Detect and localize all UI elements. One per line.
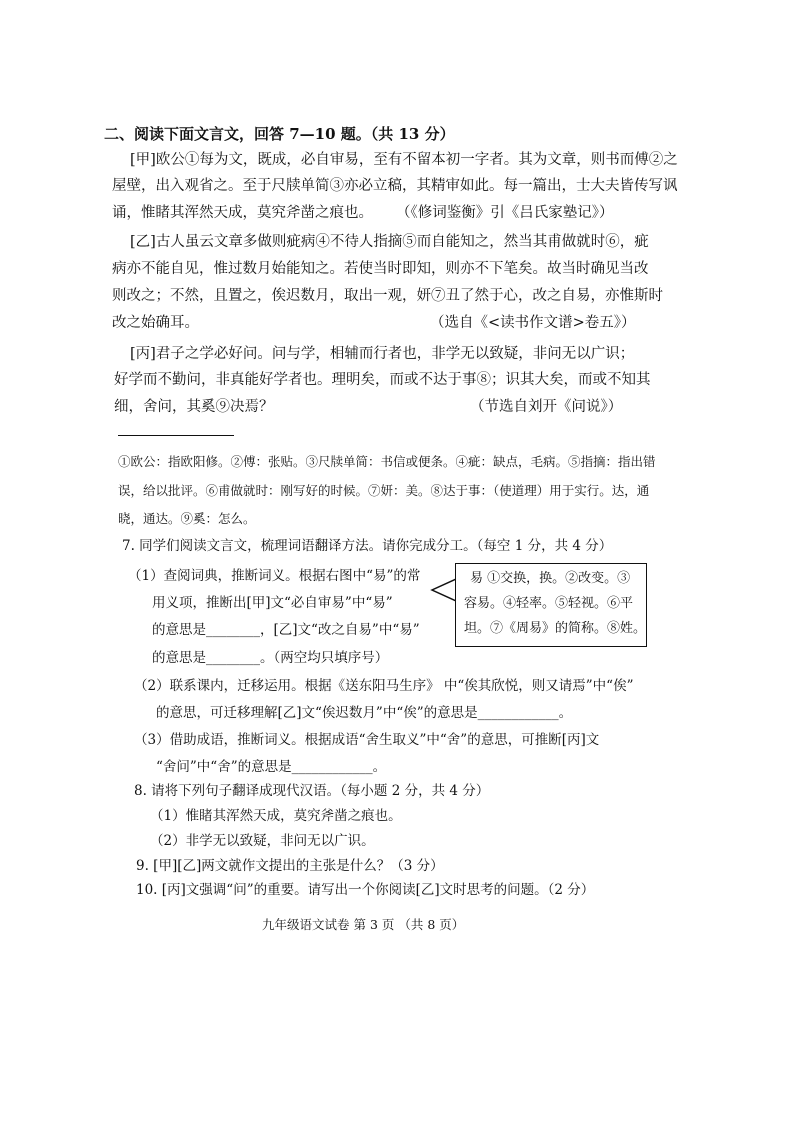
passage-jia-line: [甲]欧公①每为文，既成，必自审易，至有不留本初一字者。其为文章，则书而傅②之 bbox=[130, 152, 678, 168]
yi-dictionary-box bbox=[455, 563, 647, 647]
footnote-line: 误，给以批评。⑥甫做就时：刚写好的时候。⑦妍：美。⑧达于事：（使道理）用于实行。达，通 bbox=[118, 483, 650, 498]
passage-bing-source: （节选自刘开《问说》） bbox=[470, 399, 623, 415]
yi-box-line: 坦。⑦《周易》的简称。⑧姓。 bbox=[464, 621, 647, 636]
section-heading: 二、阅读下面文言文，回答 7—10 题。（共 13 分） bbox=[104, 125, 455, 143]
passage-bing-line: 好学而不勤问，非真能好学者也。理明矣，而或不达于事⑧；识其大矣，而或不知其 bbox=[114, 372, 651, 388]
passage-jia-source: （《修词鉴衡》引《吕氏家塾记》） bbox=[396, 205, 614, 221]
q7-part2-line: 的意思，可迁移理解[乙]文“俟迟数月”中“俟”的意思是____________。 bbox=[156, 705, 573, 721]
page-footer: 九年级语文试卷 第 3 页 （共 8 页） bbox=[262, 917, 465, 932]
q7-part1-line: 用义项，推断出[甲]文“必自审易”中“易” bbox=[152, 595, 393, 611]
passage-jia-line: 屋壁，出入观省之。至于尺牍单简③亦必立稿，其精审如此。每一篇出，士大夫皆传写讽 bbox=[112, 178, 678, 194]
q7-part3-line: （3）借助成语，推断词义。根据成语“舍生取义”中“舍”的意思，可推断[丙]文 bbox=[134, 732, 600, 748]
passage-yi-line: 病亦不能自见，惟过数月始能知之。若使当时即知，则亦不下笔矣。故当时确见当改 bbox=[112, 261, 649, 277]
q8-item: （2）非学无以致疑，非问无以广识。 bbox=[150, 833, 375, 849]
yi-box-line: 容易。④轻率。⑤轻视。⑥平 bbox=[464, 596, 634, 611]
q7-stem: 7. 同学们阅读文言文，梳理词语翻译方法。请你完成分工。（每空 1 分，共 4 分） bbox=[122, 538, 613, 554]
yi-box-line: 易 ①交换，换。②改变。③ bbox=[470, 571, 631, 586]
question-9: 9. [甲][乙]两文就作文提出的主张是什么？（3 分） bbox=[136, 858, 444, 874]
q7-part2-line: （2）联系课内，迁移运用。根据《送东阳马生序》 中“俟其欣悦，则又请焉”中“俟” bbox=[134, 678, 634, 694]
q7-part1-line: 的意思是________，[乙]文“改之自易”中“易” bbox=[152, 622, 420, 638]
passage-yi-line: [乙]古人虽云文章多做则疵病④不待人指摘⑤而自能知之，然当其甫做就时⑥，疵 bbox=[130, 234, 649, 250]
passage-yi-source: （选自《<读书作文谱>卷五》） bbox=[430, 315, 636, 331]
q7-part3-line: “舍问”中“舍”的意思是____________。 bbox=[156, 759, 387, 775]
q7-part1-line: （1）查阅词典，推断词义。根据右图中“易”的常 bbox=[128, 568, 421, 584]
q8-item: （1）惟睹其浑然天成，莫究斧凿之痕也。 bbox=[150, 808, 402, 824]
passage-yi-line: 则改之；不然，且置之，俟迟数月，取出一观，妍⑦丑了然于心，改之自易，亦惟斯时 bbox=[112, 288, 663, 304]
footnote-line: ①欧公：指欧阳修。②傅：张贴。③尺牍单简：书信或便条。④疵：缺点，毛病。⑤指摘：指出错 bbox=[118, 454, 656, 469]
passage-yi-line: 改之始确耳。 bbox=[112, 315, 199, 331]
passage-jia-line: 诵，惟睹其浑然天成，莫究斧凿之痕也。 bbox=[112, 205, 373, 221]
q7-part1-line: 的意思是________。（两空均只填序号） bbox=[152, 650, 389, 666]
passage-bing-line: 细，舍问，其奚⑨决焉？ bbox=[114, 399, 274, 415]
passage-bing-line: [丙]君子之学必好问。问与学，相辅而行者也，非学无以致疑，非问无以广识； bbox=[130, 346, 635, 362]
footnote-divider bbox=[118, 435, 234, 436]
callout-pointer-icon bbox=[430, 577, 456, 603]
q8-stem: 8. 请将下列句子翻译成现代汉语。（每小题 2 分，共 4 分） bbox=[134, 783, 490, 799]
question-10: 10. [丙]文强调“问”的重要。请写出一个你阅读[乙]文时思考的问题。（2 分） bbox=[136, 882, 595, 898]
footnote-line: 晓，通达。⑨奚：怎么。 bbox=[118, 511, 256, 526]
